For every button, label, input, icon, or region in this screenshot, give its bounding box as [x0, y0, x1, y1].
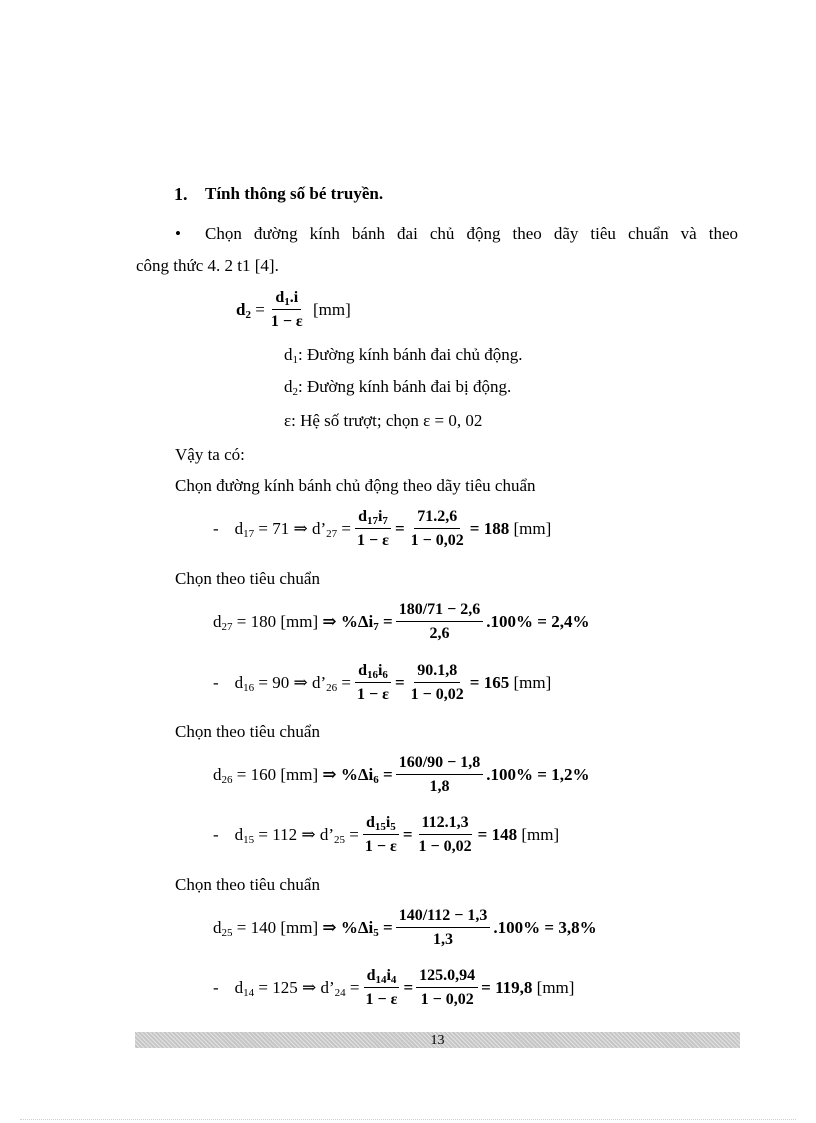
choose-std-2: Chọn theo tiêu chuẩn: [175, 722, 320, 741]
standard-d26: $d_{26} = 160$ [mm] ⇒ $\%\Delta i_6$ = $\frac{160/90 - 1,8}{1,8}$ .100% = 1,2%: [213, 754, 590, 795]
definition-epsilon: ε: Hệ số trượt; chọn ε = 0, 02: [284, 411, 483, 430]
choose-line: Chọn đường kính bánh chủ động theo dãy tiêu chuẩn: [175, 476, 536, 495]
intro-text: Vậy ta có:: [175, 445, 245, 464]
choose-std-1: Chọn theo tiêu chuẩn: [175, 569, 320, 588]
section-title: Tính thông số bé truyền.: [205, 184, 384, 203]
main-fraction: $\frac{d_1.i}{1 - \varepsilon}$: [270, 289, 303, 330]
equation-d14: - $d_{14} = 125$ ⇒ $d’_{24}$ = $\frac{d_{14}i_4}{1 - \varepsilon}$ = $\frac{125.0,94}{1 - 0,02}$ = 119,8 [mm]: [213, 967, 575, 1008]
bullet-icon: •: [175, 224, 181, 243]
definition-d2: $d_2$: Đường kính bánh đai bị động.: [284, 377, 512, 398]
equation-d17: - $d_{17} = 71$ ⇒ $d’_{27}$ = $\frac{d_{17}i_7}{1 - \varepsilon}$ = $\frac{71.2,6}{1 - 0,02}$ = 188 [mm]: [213, 508, 552, 549]
definition-d1: $d_1$: Đường kính bánh đai chủ động.: [284, 345, 523, 366]
bullet-line-1: Chọn đường kính bánh đai chủ động theo dãy tiêu chuẩn và theo: [205, 224, 738, 243]
main-formula: $d_2$ = $\frac{d_1.i}{1 - \varepsilon}$ [mm]: [236, 289, 351, 330]
bottom-dotted-divider: [20, 1119, 796, 1120]
standard-d25: $d_{25} = 140$ [mm] ⇒ $\%\Delta i_5$ = $\frac{140/112 - 1,3}{1,3}$ .100% = 3,8%: [213, 907, 597, 948]
page-footer: [135, 1032, 740, 1048]
bullet-line-2: công thức 4. 2 t1 [4].: [136, 256, 279, 275]
section-number: 1.: [174, 184, 188, 204]
equation-d15: - $d_{15} = 112$ ⇒ $d’_{25}$ = $\frac{d_{15}i_5}{1 - \varepsilon}$ = $\frac{112.1,3}{1 - 0,02}$ = 148 [mm]: [213, 814, 560, 855]
standard-d27: $d_{27} = 180$ [mm] ⇒ $\%\Delta i_7$ = $\frac{180/71 - 2,6}{2,6}$ .100% = 2,4%: [213, 601, 590, 642]
equation-d16: - $d_{16} = 90$ ⇒ $d’_{26}$ = $\frac{d_{16}i_6}{1 - \varepsilon}$ = $\frac{90.1,8}{1 - 0,02}$ = 165 [mm]: [213, 662, 552, 703]
page-number: 13: [430, 1033, 445, 1048]
choose-std-3: Chọn theo tiêu chuẩn: [175, 875, 320, 894]
